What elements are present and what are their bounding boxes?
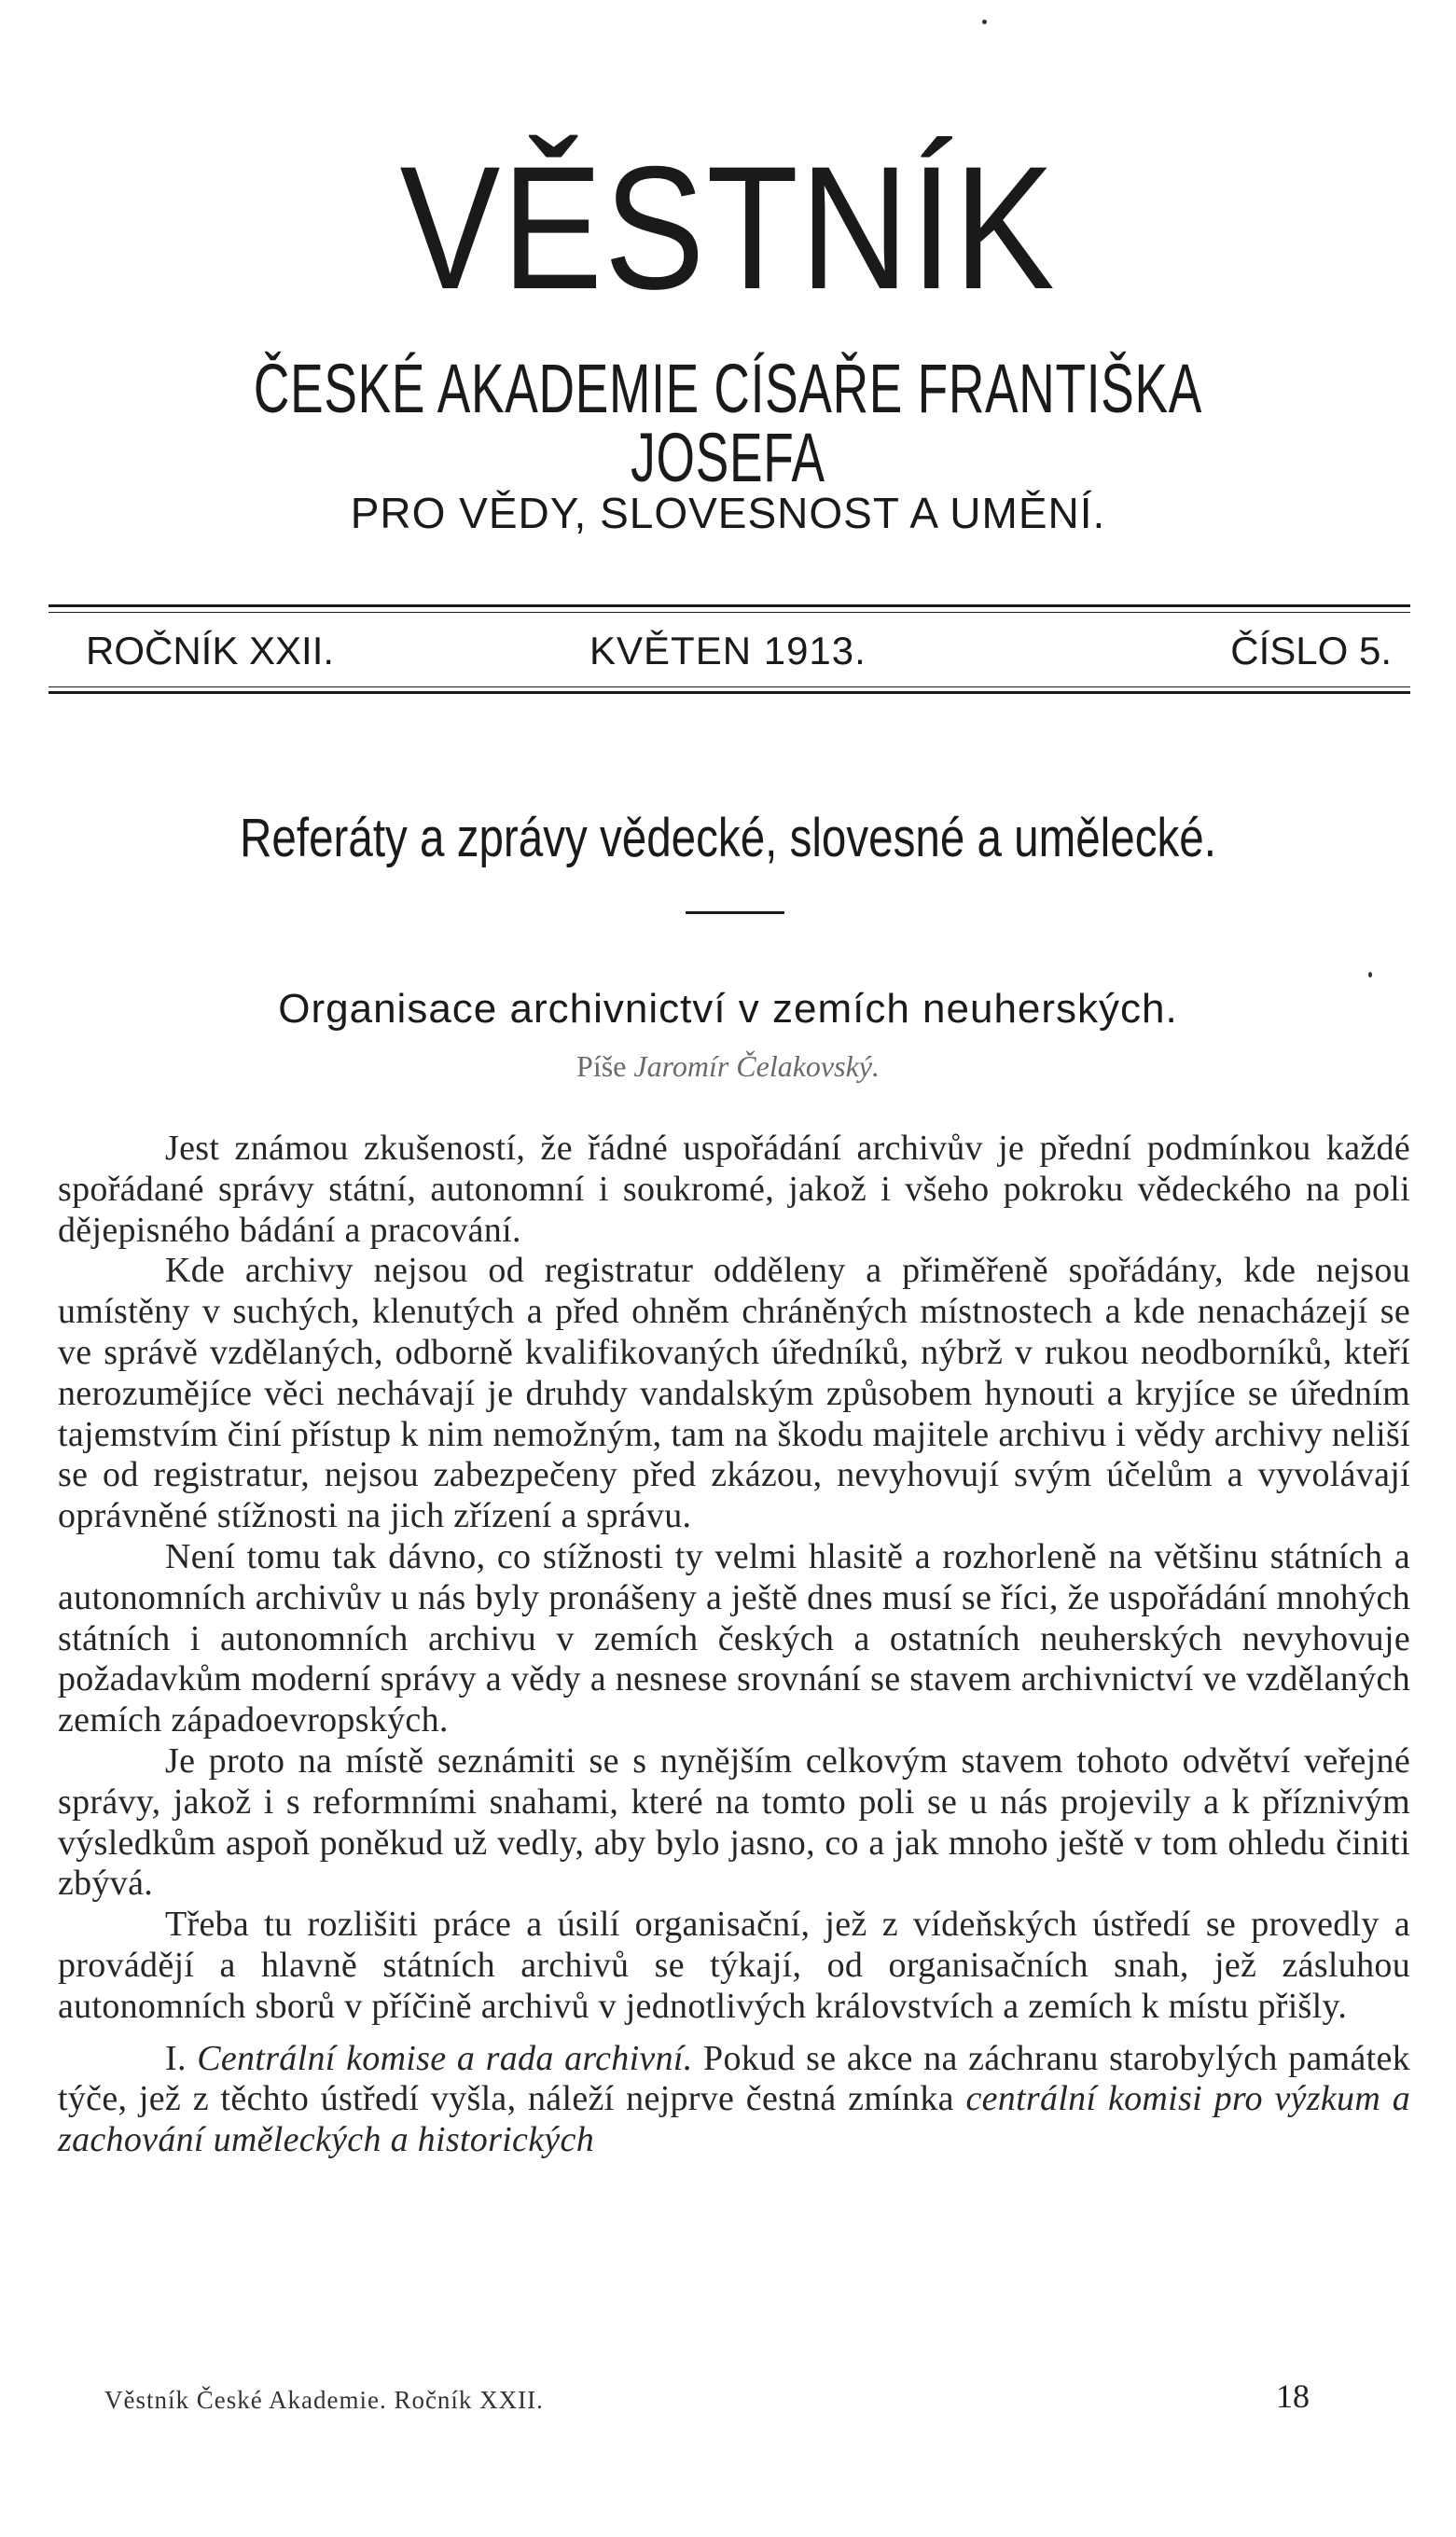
issue-volume: ROČNÍK XXII. — [86, 629, 335, 672]
section-number: I. — [165, 2038, 187, 2078]
top-rule-thin — [49, 612, 1410, 613]
section-heading: Referáty a zprávy vědecké, slovesné a umělecké. — [240, 808, 1216, 868]
page-number: 18 — [1276, 2378, 1310, 2415]
section-text-italic: centrální komisi pro výzkum a zachování uměleckých a historických — [58, 2079, 1411, 2160]
paragraph: Jest známou zkušeností, že řádné uspořádání archivův je přední podmínkou každé spořádané správy státní, autonomní i soukromé, jakož i všeho pokroku vědeckého na poli dějepisného bádání a pracování. — [58, 1129, 1410, 1250]
paragraph: Je proto na místě seznámiti se s nynějším celkovým stavem tohoto odvětví veřejné správy, jakož i s reformními snahami, které na tomto poli se u nás projevily a k příznivým výsledkům aspoň poněkud už vedly, aby bylo jasno, co a jak mnoho ještě v tom ohledu činiti zbývá. — [58, 1740, 1410, 1904]
top-rule-thick — [49, 604, 1410, 607]
issue-info-bar — [86, 627, 1392, 675]
paragraph: Není tomu tak dávno, co stížnosti ty velmi hlasitě a rozhorleně na většinu státních a autonomních archivův u nás byly pronášeny a ještě dnes musí se říci, že uspořádání mnohých státních i autonomních archivu v zemích českých a ostatních neuherských nevyhovuje požadavkům moderní správy a vědy a nesnese srovnání se stavem archivnictví ve vzdělaných zemích západoevropských. — [58, 1536, 1410, 1740]
journal-title: VĚSTNÍK — [399, 130, 1057, 326]
section-text: Pokud se akce na záchranu starobylých památek týče, jež z těchto ústředí vyšla, náleží nejprve čestná zmínka — [58, 2038, 1410, 2119]
byline-author: Jaromír Čelakovský. — [633, 1049, 880, 1083]
journal-subtitle-2: PRO VĚDY, SLOVESNOST A UMĚNÍ. — [350, 489, 1106, 537]
footer-journal: Věstník České Akademie. Ročník XXII. — [104, 2386, 544, 2414]
article-body — [58, 1129, 1410, 2161]
journal-subtitle: ČESKÉ AKADEMIE CÍSAŘE FRANTIŠKA JOSEFA — [253, 350, 1203, 496]
issue-number: ČÍSLO 5. — [1230, 629, 1392, 672]
print-speck — [1368, 972, 1372, 977]
section-heading-italic: Centrální komise a rada archivní. — [197, 2038, 693, 2078]
issue-date: KVĚTEN 1913. — [589, 629, 867, 672]
paragraph: Kde archivy nejsou od registratur odděleny a přiměřeně spořádány, kde nejsou umístěny v suchých, klenutých a před ohněm chráněných místnostech a kde nenacházejí se ve správě vzdělaných, odborně kvalifikovaných úředníků, nýbrž v rukou neodborníků, kteří nerozumějíce věci nechávají je druhdy vandalským způsobem hynouti a kryjíce se úředním tajemstvím činí přístup k nim nemožným, tam na škodu majitele archivu i vědy archivy neliší se od registratur, nejsou zabezpečeny před zkázou, nevyhovují svým účelům a vyvolávají oprávněné stížnosti na jich zřízení a správu. — [58, 1251, 1410, 1536]
article-title: Organisace archivnictví v zemích neuherských. — [278, 986, 1178, 1032]
print-speck — [982, 20, 987, 24]
article-byline — [0, 1051, 1456, 1081]
paragraph-section-one — [58, 2039, 1410, 2161]
bottom-rule-thin — [49, 686, 1410, 687]
bottom-rule-thick — [49, 691, 1410, 694]
paragraph: Třeba tu rozlišiti práce a úsilí organisační, jež z vídeňských ústředí se provedly a provádějí a hlavně státních archivů se týkají, od organisačních snah, jež zásluhou autonomních sborů v příčině archivů v jednotlivých královstvích a zemích k místu přišly. — [58, 1905, 1410, 2026]
section-divider — [686, 911, 784, 914]
byline-prefix: Píše — [576, 1049, 627, 1083]
